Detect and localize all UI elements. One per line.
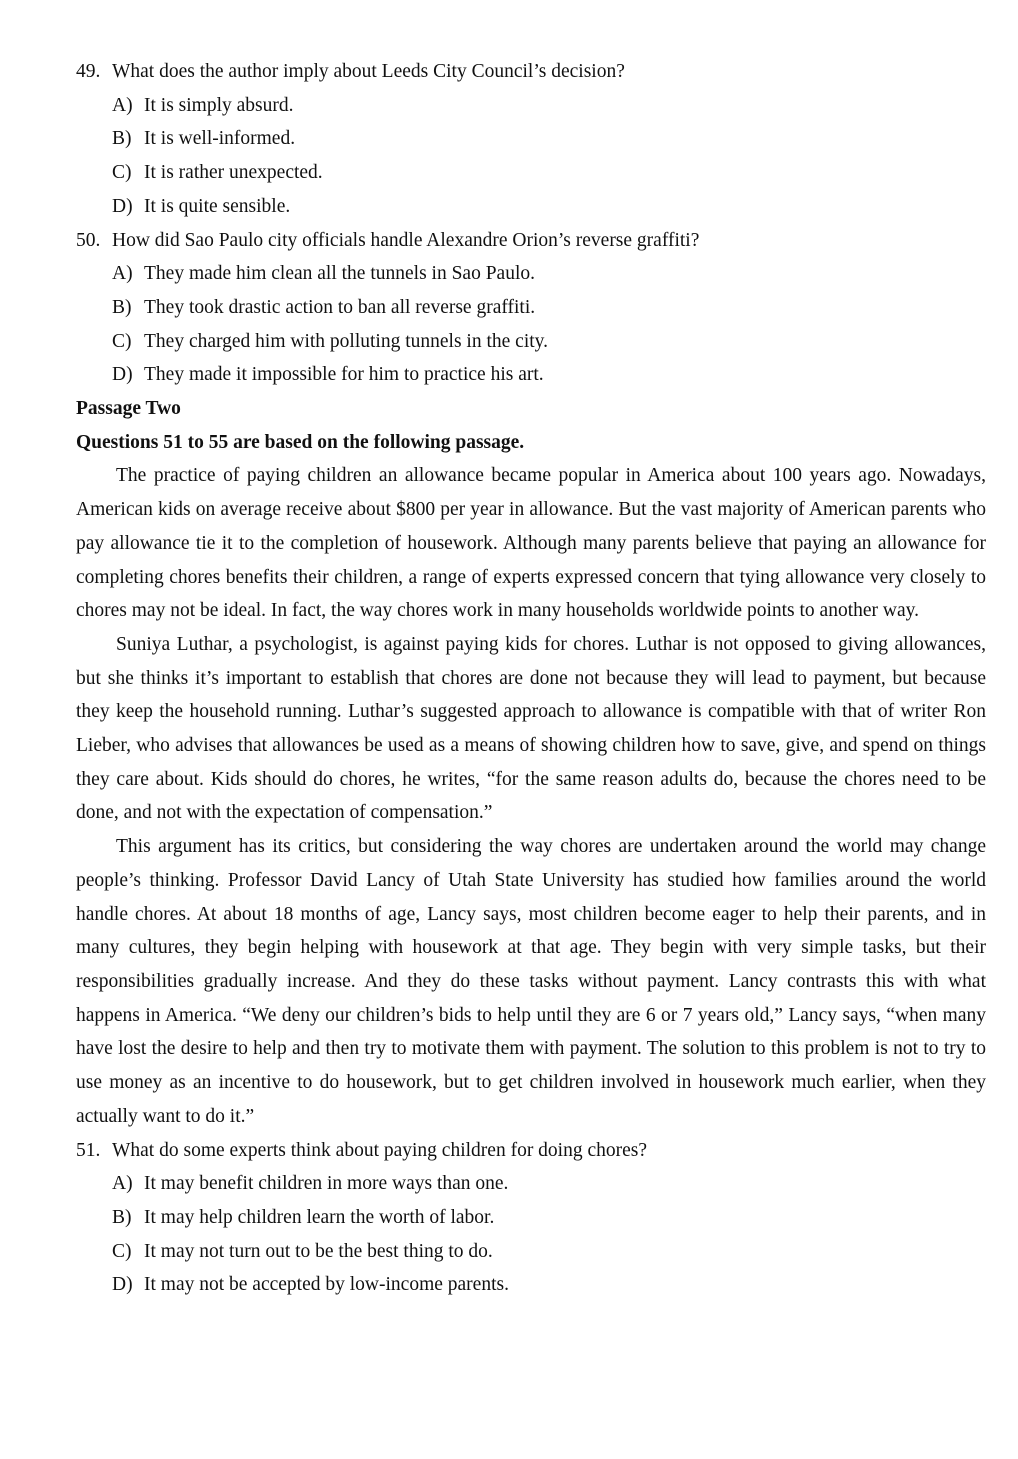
question-50	[76, 224, 986, 393]
option-text: It is rather unexpected.	[144, 162, 323, 184]
option-letter: C)	[112, 1240, 132, 1262]
passage-paragraph: Suniya Luthar, a psychologist, is against paying kids for chores. Luthar is not opposed to giving allowances, but she thinks it’s important to establish that chores are done not because they will lead to payment, but because they keep the household running. Luthar’s suggested approach to allowance is compatible with that of writer Ron Lieber, who advises that allowances be used as a means of showing children how to save, give, and spend on things they care about. Kids should do chores, he writes, “for the same reason adults do, because the chores need to be done, and not with the expectation of compensation.”	[76, 633, 986, 824]
question-number: 50.	[76, 229, 101, 251]
option-letter: C)	[112, 330, 132, 352]
exam-page	[76, 55, 986, 1302]
option-letter: B)	[112, 1206, 132, 1228]
option-text: It may help children learn the worth of labor.	[144, 1206, 495, 1228]
question-text: What does the author imply about Leeds City Council’s decision?	[112, 61, 625, 82]
option-letter: B)	[112, 296, 132, 318]
passage-title: Passage Two	[76, 398, 181, 420]
option-text: It may not turn out to be the best thing to do.	[144, 1240, 493, 1262]
answer-options	[76, 257, 986, 392]
answer-option[interactable]	[76, 1201, 986, 1235]
answer-option[interactable]	[76, 325, 986, 359]
question-number: 49.	[76, 61, 101, 82]
answer-option[interactable]	[76, 358, 986, 392]
answer-option[interactable]	[76, 257, 986, 291]
option-text: It is well-informed.	[144, 128, 296, 150]
answer-option[interactable]	[76, 190, 986, 224]
passage-paragraph: This argument has its critics, but considering the way chores are undertaken around the world may change people’s thinking. Professor David Lancy of Utah State University has studied how families around the world handle chores. At about 18 months of age, Lancy says, most children become eager to help their parents, and in many cultures, they begin helping with housework at that age. They begin with very simple tasks, but their responsibilities gradually increase. And they do these tasks without payment. Lancy contrasts this with what happens in America. “We deny our children’s bids to help until they are 6 or 7 years old,” Lancy says, “when many have lost the desire to help and then try to motivate them with payment. The solution to this problem is not to try to use money as an incentive to do housework, but to get children involved in housework much earlier, when they actually want to do it.”	[76, 836, 986, 1127]
answer-option[interactable]	[76, 291, 986, 325]
answer-options	[76, 1167, 986, 1302]
answer-option[interactable]	[76, 1268, 986, 1302]
option-letter: A)	[112, 1173, 133, 1195]
option-letter: D)	[112, 364, 133, 386]
option-text: They made it impossible for him to practice his art.	[144, 364, 544, 386]
option-text: It may not be accepted by low-income parents.	[144, 1274, 509, 1296]
option-text: It is quite sensible.	[144, 195, 291, 217]
option-letter: D)	[112, 195, 133, 217]
option-text: They charged him with polluting tunnels in the city.	[144, 330, 549, 352]
answer-option[interactable]	[76, 1167, 986, 1201]
question-stem	[76, 55, 986, 89]
answer-option[interactable]	[76, 122, 986, 156]
option-text: It may benefit children in more ways than one.	[144, 1173, 509, 1195]
question-51	[76, 1134, 986, 1303]
option-letter: C)	[112, 162, 132, 184]
option-letter: B)	[112, 128, 132, 150]
passage-instruction: Questions 51 to 55 are based on the following passage.	[76, 431, 525, 453]
answer-option[interactable]	[76, 1235, 986, 1269]
option-text: They made him clean all the tunnels in Sao Paulo.	[144, 263, 535, 285]
option-text: It is simply absurd.	[144, 94, 294, 116]
answer-options	[76, 89, 986, 224]
option-letter: A)	[112, 94, 133, 116]
question-stem	[76, 224, 986, 258]
option-letter: D)	[112, 1274, 133, 1296]
question-stem	[76, 1134, 986, 1168]
answer-option[interactable]	[76, 89, 986, 123]
question-number: 51.	[76, 1139, 101, 1161]
question-text: What do some experts think about paying children for doing chores?	[112, 1139, 648, 1161]
question-text: How did Sao Paulo city officials handle Alexandre Orion’s reverse graffiti?	[112, 229, 700, 251]
option-letter: A)	[112, 263, 133, 285]
answer-option[interactable]	[76, 156, 986, 190]
passage-paragraph: The practice of paying children an allowance became popular in America about 100 years ago. Nowadays, American kids on average receive about $800 per year in allowance. But the vast majority of American parents who pay allowance tie it to the completion of housework. Although many parents believe that paying an allowance for completing chores benefits their children, a range of experts expressed concern that tying allowance very closely to chores may not be ideal. In fact, the way chores work in many households worldwide points to another way.	[76, 465, 986, 622]
option-text: They took drastic action to ban all reverse graffiti.	[144, 296, 536, 318]
passage-two	[76, 392, 986, 1133]
question-49	[76, 55, 986, 224]
